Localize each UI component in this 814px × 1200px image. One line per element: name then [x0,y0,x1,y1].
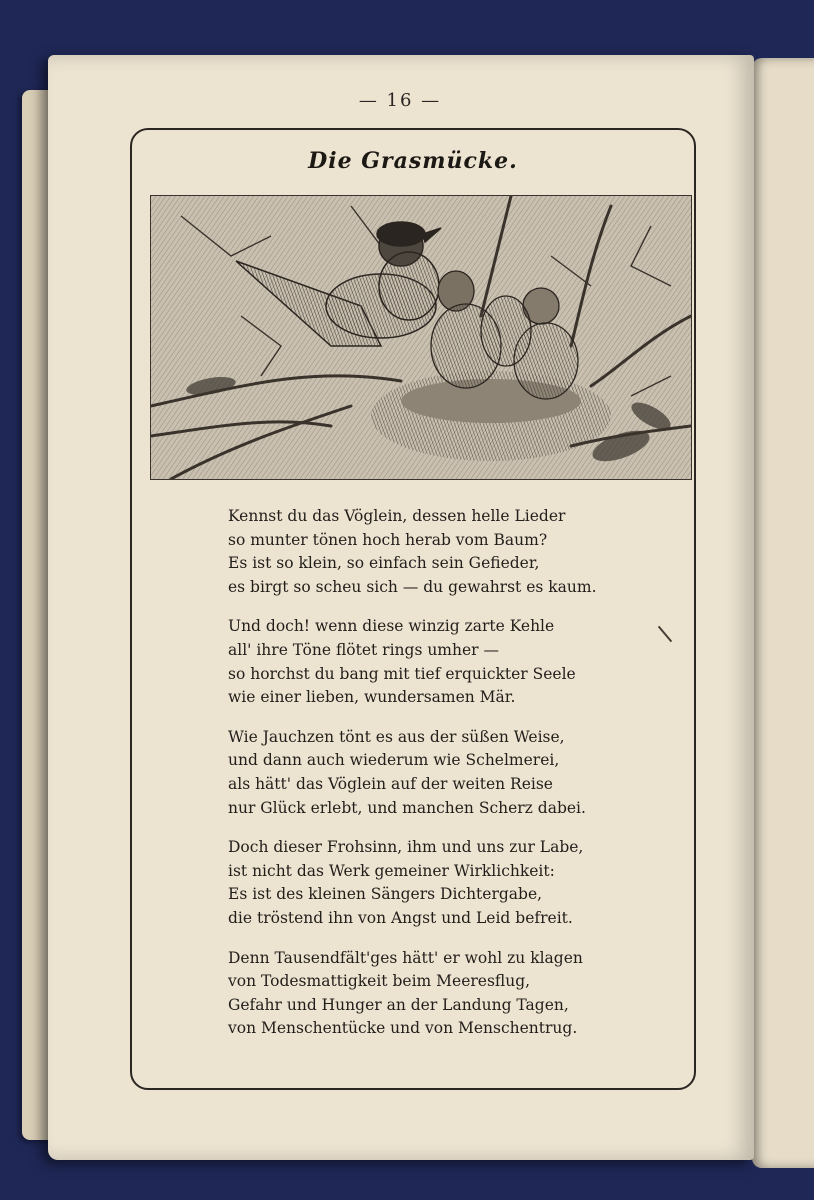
stanza [228,726,658,820]
poem-line: und dann auch wiederum wie Schelmerei, [228,751,560,770]
poem-line: all' ihre Töne flötet rings umher — [228,640,500,659]
stanza [228,615,658,709]
poem-line: die tröstend ihn von Angst und Leid befreit. [228,908,573,927]
poem-line: so horchst du bang mit tief erquickter Seele [228,664,576,683]
poem-body [228,505,658,1057]
poem-line: nur Glück erlebt, und manchen Scherz dabei. [228,798,586,817]
poem-line: Gefahr und Hunger an der Landung Tagen, [228,995,569,1014]
poem-title: Die Grasmücke. [308,148,518,174]
poem-line: von Todesmattigkeit beim Meeresflug, [228,972,531,991]
poem-line: es birgt so scheu sich — du gewahrst es kaum. [228,577,597,596]
poem-line: von Menschentücke und von Menschentrug. [228,1019,578,1038]
poem-line: so munter tönen hoch herab vom Baum? [228,530,548,549]
bird-nest-illustration [150,195,692,480]
stanza [228,505,658,599]
page-number: — 16 — [358,90,442,111]
poem-line: Doch dieser Frohsinn, ihm und uns zur Labe, [228,838,584,857]
poem-line: wie einer lieben, wundersamen Mär. [228,688,516,707]
poem-line: Es ist des kleinen Sängers Dichtergabe, [228,885,543,904]
stanza [228,947,658,1041]
poem-line: Wie Jauchzen tönt es aus der süßen Weise, [228,727,565,746]
stanza [228,836,658,930]
poem-line: als hätt' das Vöglein auf der weiten Reise [228,774,553,793]
facing-page [752,58,814,1168]
poem-line: Kennst du das Vöglein, dessen helle Lieder [228,507,566,525]
poem-line: Es ist so klein, so einfach sein Gefieder, [228,554,540,573]
poem-line: Denn Tausendfält'ges hätt' er wohl zu klagen [228,948,583,967]
poem-line: ist nicht das Werk gemeiner Wirklichkeit: [228,861,555,880]
poem-line: Und doch! wenn diese winzig zarte Kehle [228,617,555,636]
